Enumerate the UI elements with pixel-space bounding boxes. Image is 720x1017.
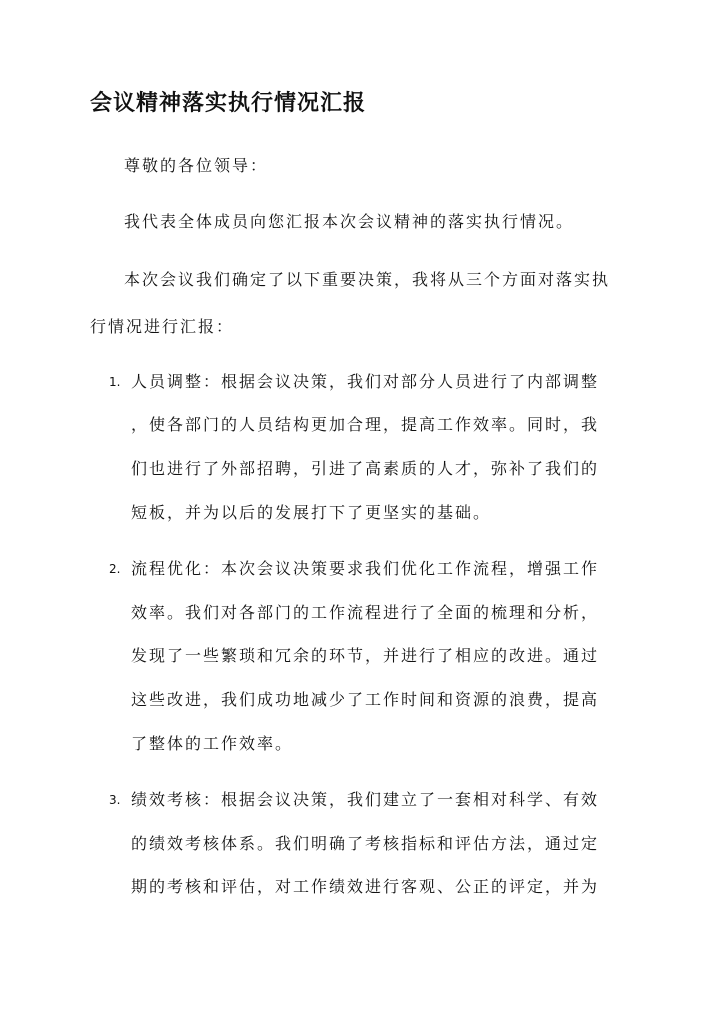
list-item-number: 3. [109,793,121,807]
list-item-number: 1. [109,375,121,389]
list-item-line: 效率。我们对各部门的工作流程进行了全面的梳理和分析， [131,603,600,622]
list-item-line: 了整体的工作效率。 [131,734,294,753]
list-item-line: 期的考核和评估，对工作绩效进行客观、公正的评定，并为 [131,877,600,896]
list-item-line: ，使各部门的人员结构更加合理，提高工作效率。同时，我 [131,415,600,434]
overview-line-1: 本次会议我们确定了以下重要决策，我将从三个方面对落实执 [124,270,611,289]
list-item-line: 的绩效考核体系。我们明确了考核指标和评估方法，通过定 [131,834,600,853]
list-item-line: 短板，并为以后的发展打下了更坚实的基础。 [131,503,492,522]
list-item-line: 流程优化：本次会议决策要求我们优化工作流程，增强工作 [131,559,600,578]
overview-line-2: 行情况进行汇报： [90,317,235,336]
list-item-line: 绩效考核：根据会议决策，我们建立了一套相对科学、有效 [131,790,600,809]
list-item-line: 发现了一些繁琐和冗余的环节，并进行了相应的改进。通过 [131,646,600,665]
list-item-line: 们也进行了外部招聘，引进了高素质的人才，弥补了我们的 [131,459,600,478]
list-item-line: 人员调整：根据会议决策，我们对部分人员进行了内部调整 [131,372,600,391]
intro-paragraph: 我代表全体成员向您汇报本次会议精神的落实执行情况。 [124,212,575,231]
greeting-paragraph: 尊敬的各位领导： [124,156,269,175]
document-title: 会议精神落实执行情况汇报 [90,90,367,116]
list-item-number: 2. [109,562,121,576]
list-item-line: 这些改进，我们成功地减少了工作时间和资源的浪费，提高 [131,690,600,709]
